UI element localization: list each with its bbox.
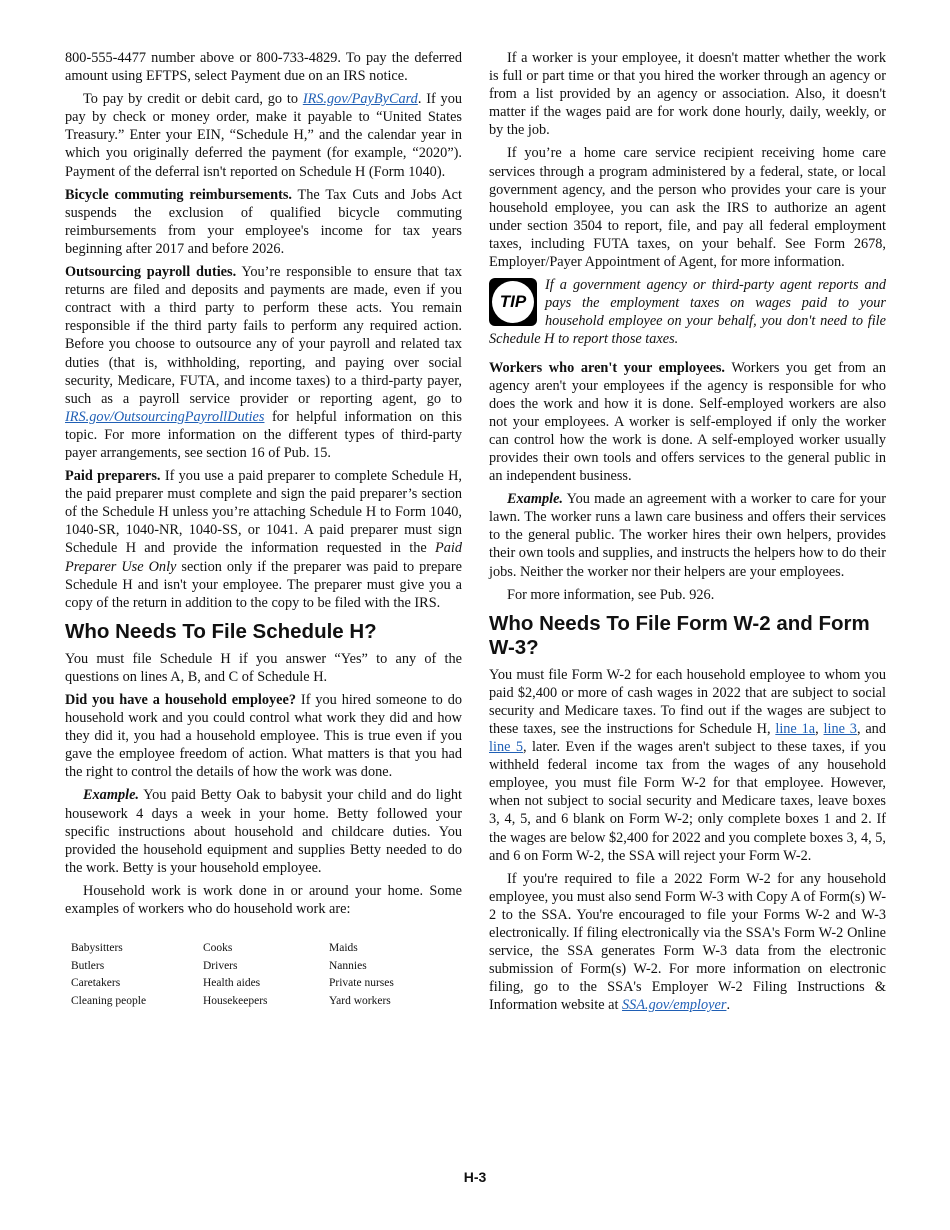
text-run: Household work is work done in or around your home. Some examples of workers who do household work are: bbox=[65, 882, 462, 918]
text-run: You’re responsible to ensure that tax returns are filed and deposits and payments are made, even if you contract with a third party to perform these acts. You remain responsible if the third party fails to perform any required action. Before you choose to outsource any of your payroll and related tax duties (that is, withholding, reporting, and paying over social security, Medicare, FUTA, and income taxes) to a third-party payer, such as a payroll service provider or reporting agent, go to bbox=[65, 264, 462, 407]
paragraph bbox=[489, 359, 886, 486]
text-run: , and bbox=[856, 721, 886, 737]
text-run: . If you pay by check or money order, make it payable to “United States Treasury.” Enter your EIN, “Schedule H,” and the calendar year in which you originally deferred the payment (for example, “2020”). Payment of the deferral isn't reported on Schedule H (Form 1040). bbox=[65, 91, 463, 180]
paragraph bbox=[65, 882, 462, 918]
worker-type-item: Cooks bbox=[203, 942, 233, 955]
text-run: For more information, see Pub. 926. bbox=[507, 586, 715, 603]
text-run: . bbox=[726, 997, 731, 1014]
right-paragraphs-2 bbox=[489, 359, 886, 604]
link[interactable]: SSA.gov/employer bbox=[622, 997, 727, 1014]
run-in-heading: Example. bbox=[83, 787, 139, 804]
text-run: If you hired someone to do household work and you could control what work they did and how they did it, you had a household employee. This is true even if you gave the employee freedom of action. What matters is that you had the right to control the details of how the work was done. bbox=[65, 692, 462, 781]
worker-type-item: Drivers bbox=[203, 959, 238, 972]
text-run: 800-555-4477 number above or 800-733-4829. To pay the deferred amount using EFTPS, select Payment due on an IRS notice. bbox=[65, 50, 462, 85]
text-run: for helpful information on this topic. For more information on the different types of third-party payer arrangements, see section 16 of Pub. 15. bbox=[65, 408, 462, 461]
link[interactable]: IRS.gov/OutsourcingPayrollDuties bbox=[65, 408, 265, 425]
text-run: You made an agreement with a worker to care for your lawn. The worker runs a lawn care business and offers their services to the general public. The worker hires their own helpers, provides their own tools and supplies, and instructs the helpers how to do their jobs. Neither the worker nor their helpers are your employees. bbox=[489, 491, 886, 580]
worker-type-item: Cleaning people bbox=[71, 994, 147, 1007]
run-in-heading: Outsourcing payroll duties. bbox=[65, 264, 237, 281]
worker-type-item: Yard workers bbox=[329, 994, 391, 1007]
right-paragraphs-3 bbox=[489, 666, 886, 1015]
right-column bbox=[489, 49, 886, 1020]
paragraph bbox=[65, 786, 462, 876]
run-in-heading: Bicycle commuting reimbursements. bbox=[65, 186, 292, 203]
worker-type-item: Nannies bbox=[329, 959, 367, 972]
paragraph bbox=[65, 467, 462, 612]
worker-type-item: Babysitters bbox=[71, 942, 123, 955]
worker-type-item: Caretakers bbox=[71, 977, 121, 990]
paragraph bbox=[489, 586, 886, 604]
left-paragraphs bbox=[65, 49, 462, 612]
text-run: You must file Schedule H if you answer “Yes” to any of the questions on lines A, B, and C of Schedule H. bbox=[65, 650, 462, 685]
left-column bbox=[65, 49, 462, 1010]
text-run: Paid Preparer Use Only bbox=[65, 540, 462, 575]
text-run: , later. Even if the wages aren't subject to these taxes, if you withheld federal income tax from the wages of any household employee, you must file Form W-2 for that employee. However, when not subject to social security and Medicare taxes, leave boxes 3, 4, 5, and 6 blank on Form W-2; only complete boxes 1 and 2. If the wages are below $2,400 for 2022 and you complete boxes 3, 4, 5, and 6 on Form W-2, the SSA will reject your Form W-2. bbox=[489, 739, 886, 864]
text-run: If you're required to file a 2022 Form W-2 for any household employee, you must also send Form W-3 with Copy A of Form(s) W-2 to the SSA. You're encouraged to file your Forms W-2 and W-3 electronically. If filing electronically via the SSA's Form W-2 Online service, the SSA generates Form W-3 data from the electronic submission of Form(s) W-2. For more information on electronic filing, go to the SSA's Employer W-2 Filing Instructions & Information website at bbox=[489, 870, 886, 1014]
left-paragraphs-2 bbox=[65, 650, 462, 918]
paragraph bbox=[65, 49, 462, 85]
text-run: Workers you get from an agency aren't your employees if the agency is responsible for who does the work and how it is done. Self-employed workers are also not your employees. A worker is self-employed if only the worker can control how the work is done. A self-employed worker usually provides their own tools and offers services to the general public in an independent business. bbox=[489, 359, 887, 485]
paragraph bbox=[489, 490, 886, 580]
link[interactable]: IRS.gov/PayByCard bbox=[302, 91, 418, 108]
section-heading-w2-w3: Who Needs To File Form W-2 and Form W-3? bbox=[489, 611, 870, 659]
text-run: The Tax Cuts and Jobs Act suspends the exclusion of qualified bicycle commuting reimbursements from your employee's income for tax years beginning after 2017 and before 2026. bbox=[65, 186, 462, 257]
paragraph bbox=[489, 666, 886, 865]
worker-type-item: Butlers bbox=[71, 959, 105, 972]
link[interactable]: line 3 bbox=[823, 721, 857, 737]
household-workers-list bbox=[71, 940, 462, 1010]
worker-type-item: Health aides bbox=[203, 977, 261, 990]
text-run: , bbox=[815, 721, 824, 737]
paragraph bbox=[489, 870, 886, 1015]
link[interactable]: line 5 bbox=[489, 739, 523, 756]
text-run: You must file Form W-2 for each household employee to whom you paid $2,400 or more of cash wages in 2022 that are subject to social security and Medicare taxes. To find out if the wages are subject to these taxes, see the instructions for Schedule H, bbox=[489, 666, 886, 737]
page-number: H-3 bbox=[463, 1169, 487, 1185]
tip-text: If a government agency or third-party agent reports and pays the employment taxes on wages paid to your household employee on your behalf, you don't need to file Schedule H to report those taxes. bbox=[489, 277, 886, 348]
paragraph bbox=[489, 144, 886, 271]
paragraph bbox=[65, 90, 462, 180]
right-paragraphs bbox=[489, 49, 886, 271]
run-in-heading: Did you have a household employee? bbox=[65, 692, 297, 708]
text-run: If you use a paid preparer to complete Schedule H, the paid preparer must complete and sign the paid preparer’s section of the Schedule H unless you’re attaching Schedule H to Form 1040, 1040-SR, 1040-NR, 1040-SS, or 1041. A paid preparer must sign Schedule H and provide the information requested in the bbox=[65, 468, 462, 557]
paragraph bbox=[65, 186, 462, 258]
paragraph bbox=[65, 650, 462, 686]
link[interactable]: line 1a bbox=[775, 721, 816, 737]
run-in-heading: Workers who aren't your employees. bbox=[489, 359, 725, 376]
paragraph bbox=[65, 263, 462, 462]
run-in-heading: Example. bbox=[507, 491, 563, 508]
run-in-heading: Paid preparers. bbox=[65, 468, 161, 485]
text-run: section only if the preparer was paid to prepare Schedule H and isn't your employee. The preparer must give you a copy of the return in addition to the copy to be filed with the IRS. bbox=[65, 558, 462, 611]
tip-icon-label: TIP bbox=[492, 281, 534, 323]
section-heading-schedule-h: Who Needs To File Schedule H? bbox=[65, 619, 377, 643]
text-run: If a worker is your employee, it doesn't matter whether the work is full or part time or that you hired the worker through an agency or from a list provided by an agency or association. Also, it doesn't matter if the wages paid are for work done hourly, daily, weekly, or by the job. bbox=[489, 50, 886, 139]
tip-box bbox=[489, 276, 886, 348]
paragraph bbox=[65, 691, 462, 781]
paragraph bbox=[489, 49, 886, 139]
text-run: To pay by credit or debit card, go to bbox=[83, 91, 303, 108]
text-run: If you’re a home care service recipient receiving home care services through a program administered by a federal, state, or local government agency, and the person who provides your care is your household employee, you can ask the IRS to authorize an agent under section 3504 to report, file, and pay all federal employment taxes, including FUTA taxes, on your behalf. See Form 2678, Employer/Payer Appointment of Agent, for more information. bbox=[489, 145, 886, 271]
worker-type-item: Maids bbox=[329, 942, 358, 955]
worker-type-item: Housekeepers bbox=[203, 994, 268, 1007]
tip-icon bbox=[489, 278, 537, 326]
text-run: You paid Betty Oak to babysit your child and do light housework 4 days a week in your home. Betty followed your specific instructions about household and childcare duties. You provided the household equipment and supplies Betty needed to do the work. Betty is your household employee. bbox=[65, 787, 462, 876]
worker-type-item: Private nurses bbox=[329, 977, 394, 990]
